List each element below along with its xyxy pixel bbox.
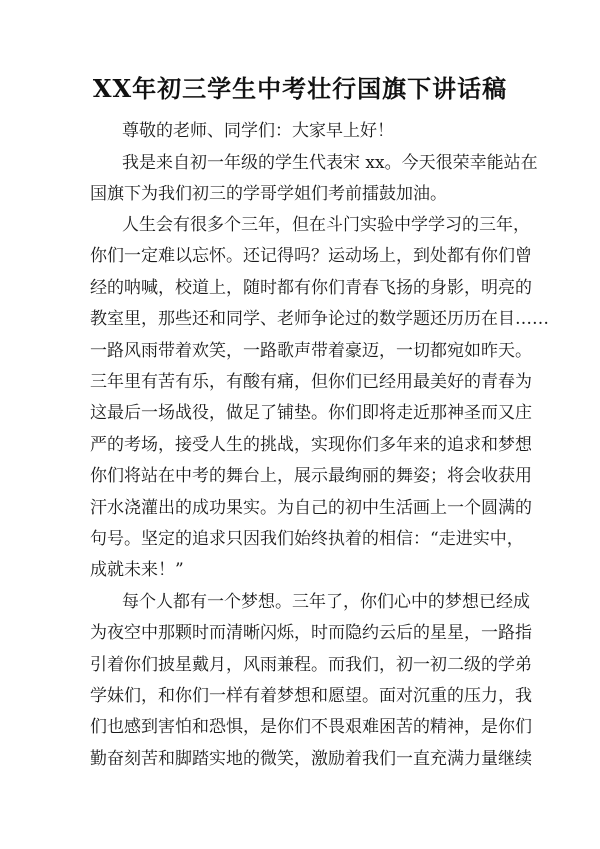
paragraph-line: 教室里，那些还和同学、老师争论过的数学题还历历在目…… bbox=[90, 309, 549, 329]
paragraph-line: 经的呐喊，校道上，随时都有你们青春飞扬的身影，明亮的 bbox=[90, 278, 532, 298]
paragraph-line: 勤奋刻苦和脚踏实地的微笑，激励着我们一直充满力量继续 bbox=[90, 749, 532, 769]
paragraph-line: 你们将站在中考的舞台上，展示最绚丽的舞姿；将会收获用 bbox=[90, 466, 532, 486]
paragraph-line: 尊敬的老师、同学们：大家早上好！ bbox=[122, 121, 394, 141]
paragraph-line: 人生会有很多个三年，但在斗门实验中学学习的三年， bbox=[122, 215, 530, 235]
document-title: XX年初三学生中考壮行国旗下讲话稿 bbox=[92, 74, 508, 103]
paragraph-line: 你们一定难以忘怀。还记得吗？运动场上，到处都有你们曾 bbox=[90, 246, 532, 266]
paragraph-line: 严的考场，接受人生的挑战，实现你们多年来的追求和梦想 bbox=[90, 435, 532, 455]
paragraph-line: 为夜空中那颗时而清晰闪烁，时而隐约云后的星星，一路指 bbox=[90, 623, 532, 643]
paragraph-line: 引着你们披星戴月，风雨兼程。而我们，初一初二级的学弟 bbox=[90, 655, 532, 675]
paragraph-line: 一路风雨带着欢笑，一路歌声带着豪迈，一切都宛如昨天。 bbox=[90, 341, 532, 361]
paragraph-line: 句号。坚定的追求只因我们始终执着的相信：“走进实中， bbox=[90, 529, 524, 549]
paragraph-line: 我是来自初一年级的学生代表宋 xx。今天很荣幸能站在 bbox=[122, 153, 538, 173]
paragraph-line: 这最后一场战役，做足了铺垫。你们即将走近那神圣而又庄 bbox=[90, 403, 532, 423]
paragraph-line: 三年里有苦有乐，有酸有痛，但你们已经用最美好的青春为 bbox=[90, 372, 532, 392]
paragraph-line: 成就未来！” bbox=[90, 560, 184, 580]
paragraph-line: 每个人都有一个梦想。三年了，你们心中的梦想已经成 bbox=[122, 592, 530, 612]
paragraph-line: 国旗下为我们初三的学哥学姐们考前擂鼓加油。 bbox=[90, 184, 447, 204]
paragraph-line: 汗水浇灌出的成功果实。为自己的初中生活画上一个圆满的 bbox=[90, 498, 532, 518]
paragraph-line: 学妹们，和你们一样有着梦想和愿望。面对沉重的压力，我 bbox=[90, 686, 532, 706]
paragraph-line: 们也感到害怕和恐惧，是你们不畏艰难困苦的精神，是你们 bbox=[90, 717, 532, 737]
